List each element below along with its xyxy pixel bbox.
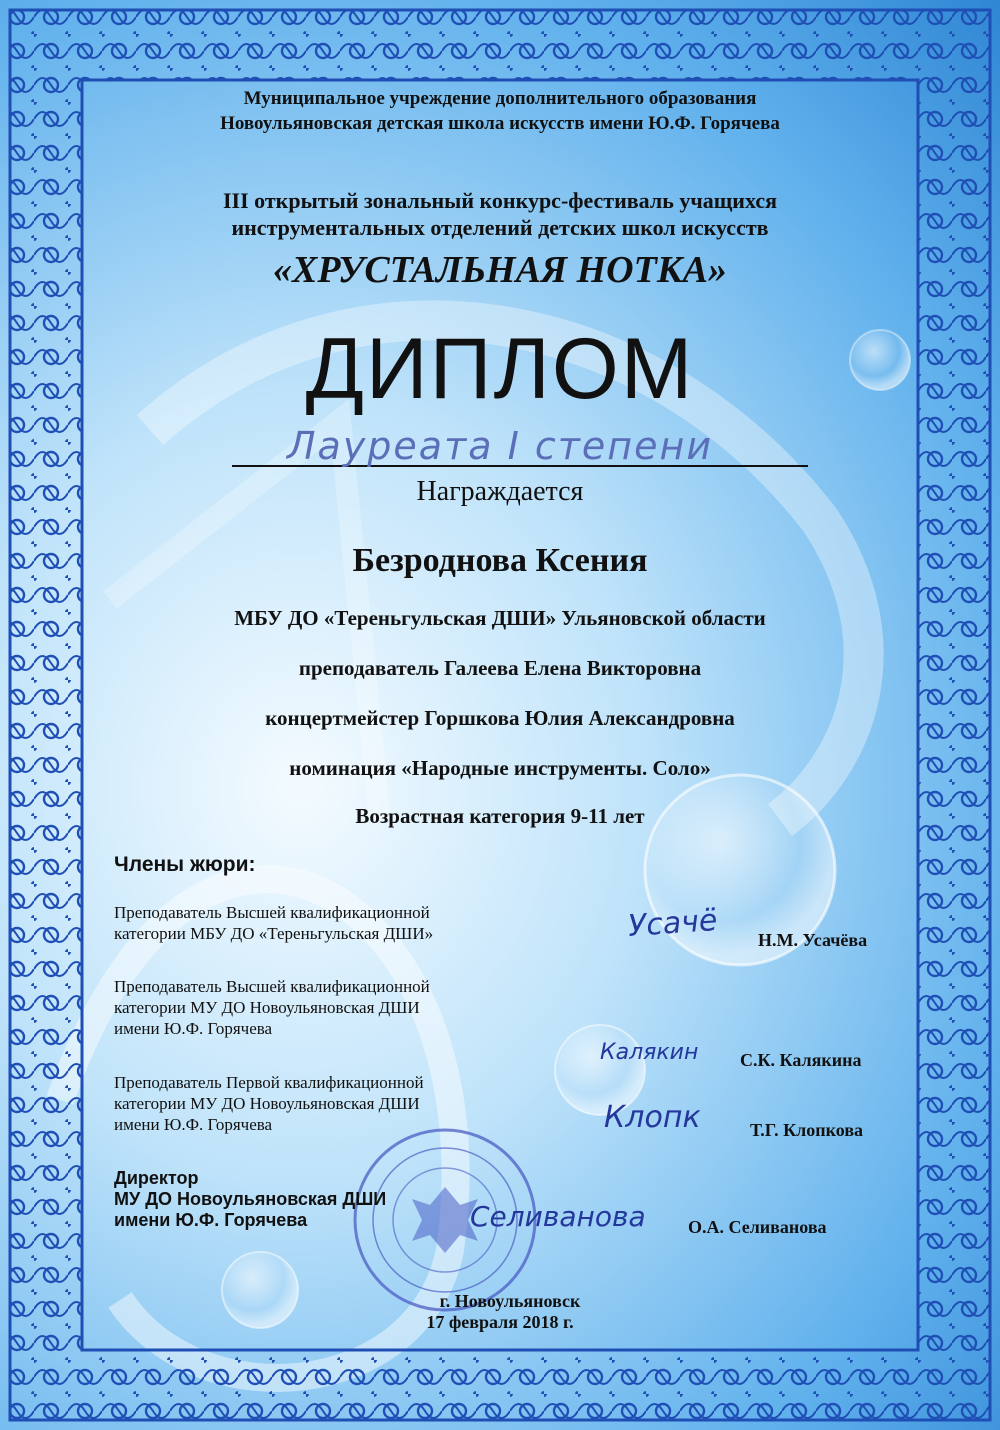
detail-teacher: преподаватель Галеева Елена Викторовна bbox=[298, 656, 702, 680]
degree-handwritten: Лауреата I степени bbox=[286, 424, 714, 468]
jury-member-1 bbox=[114, 902, 433, 944]
detail-nomination: номинация «Народные инструменты. Соло» bbox=[289, 756, 711, 780]
recipient-name: Безроднова Ксения bbox=[352, 542, 648, 579]
jury-member-2-line: имени Ю.Ф. Горячева bbox=[114, 1019, 273, 1038]
jury-member-2-signature: Калякин bbox=[600, 1040, 699, 1065]
jury-member-2-line: категории МУ ДО Новоульяновская ДШИ bbox=[114, 998, 420, 1017]
jury-member-3-line: категории МУ ДО Новоульяновская ДШИ bbox=[114, 1094, 420, 1113]
jury-member-2-name: С.К. Калякина bbox=[740, 1050, 862, 1070]
jury-member-1-signature: Усачё bbox=[626, 902, 719, 945]
jury-member-3-name: Т.Г. Клопкова bbox=[750, 1120, 864, 1140]
jury-member-3-signature: Клопк bbox=[604, 1100, 701, 1135]
detail-school: МБУ ДО «Тереньгульская ДШИ» Ульяновской области bbox=[234, 606, 766, 630]
footer-city: г. Новоульяновск bbox=[439, 1291, 581, 1311]
detail-accompanist: концертмейстер Горшкова Юлия Александровна bbox=[265, 706, 735, 730]
jury-member-2-line: Преподаватель Высшей квалификационной bbox=[114, 977, 430, 996]
awarded-label: Награждается bbox=[416, 476, 584, 507]
jury-member-3-line: имени Ю.Ф. Горячева bbox=[114, 1115, 273, 1134]
jury-member-1-line: категории МБУ ДО «Тереньгульская ДШИ» bbox=[114, 924, 434, 943]
org-line-2: Новоульяновская детская школа искусств имени Ю.Ф. Горячева bbox=[220, 113, 780, 134]
contest-line-2: инструментальных отделений детских школ искусств bbox=[231, 215, 769, 240]
org-line-1: Муниципальное учреждение дополнительного образования bbox=[243, 88, 757, 109]
diploma-title: ДИПЛОМ bbox=[305, 321, 695, 417]
director-name: О.А. Селиванова bbox=[688, 1217, 827, 1237]
jury-member-1-line: Преподаватель Высшей квалификационной bbox=[114, 903, 430, 922]
jury-member-2 bbox=[114, 976, 430, 1039]
footer-date: 17 февраля 2018 г. bbox=[426, 1312, 574, 1332]
director-line: Директор bbox=[114, 1168, 199, 1188]
contest-name: «ХРУСТАЛЬНАЯ НОТКА» bbox=[273, 249, 727, 291]
director-line: имени Ю.Ф. Горячева bbox=[114, 1210, 308, 1230]
detail-age-category: Возрастная категория 9-11 лет bbox=[355, 804, 645, 828]
jury-member-3-line: Преподаватель Первой квалификационной bbox=[114, 1073, 424, 1092]
contest-line-1: III открытый зональный конкурс-фестиваль учащихся bbox=[222, 188, 778, 213]
jury-member-1-name: Н.М. Усачёва bbox=[758, 930, 868, 950]
director-signature: Селиванова bbox=[470, 1200, 646, 1233]
jury-heading: Члены жюри: bbox=[114, 853, 256, 876]
director-line: МУ ДО Новоульяновская ДШИ bbox=[114, 1189, 387, 1209]
director-block bbox=[114, 1168, 386, 1231]
